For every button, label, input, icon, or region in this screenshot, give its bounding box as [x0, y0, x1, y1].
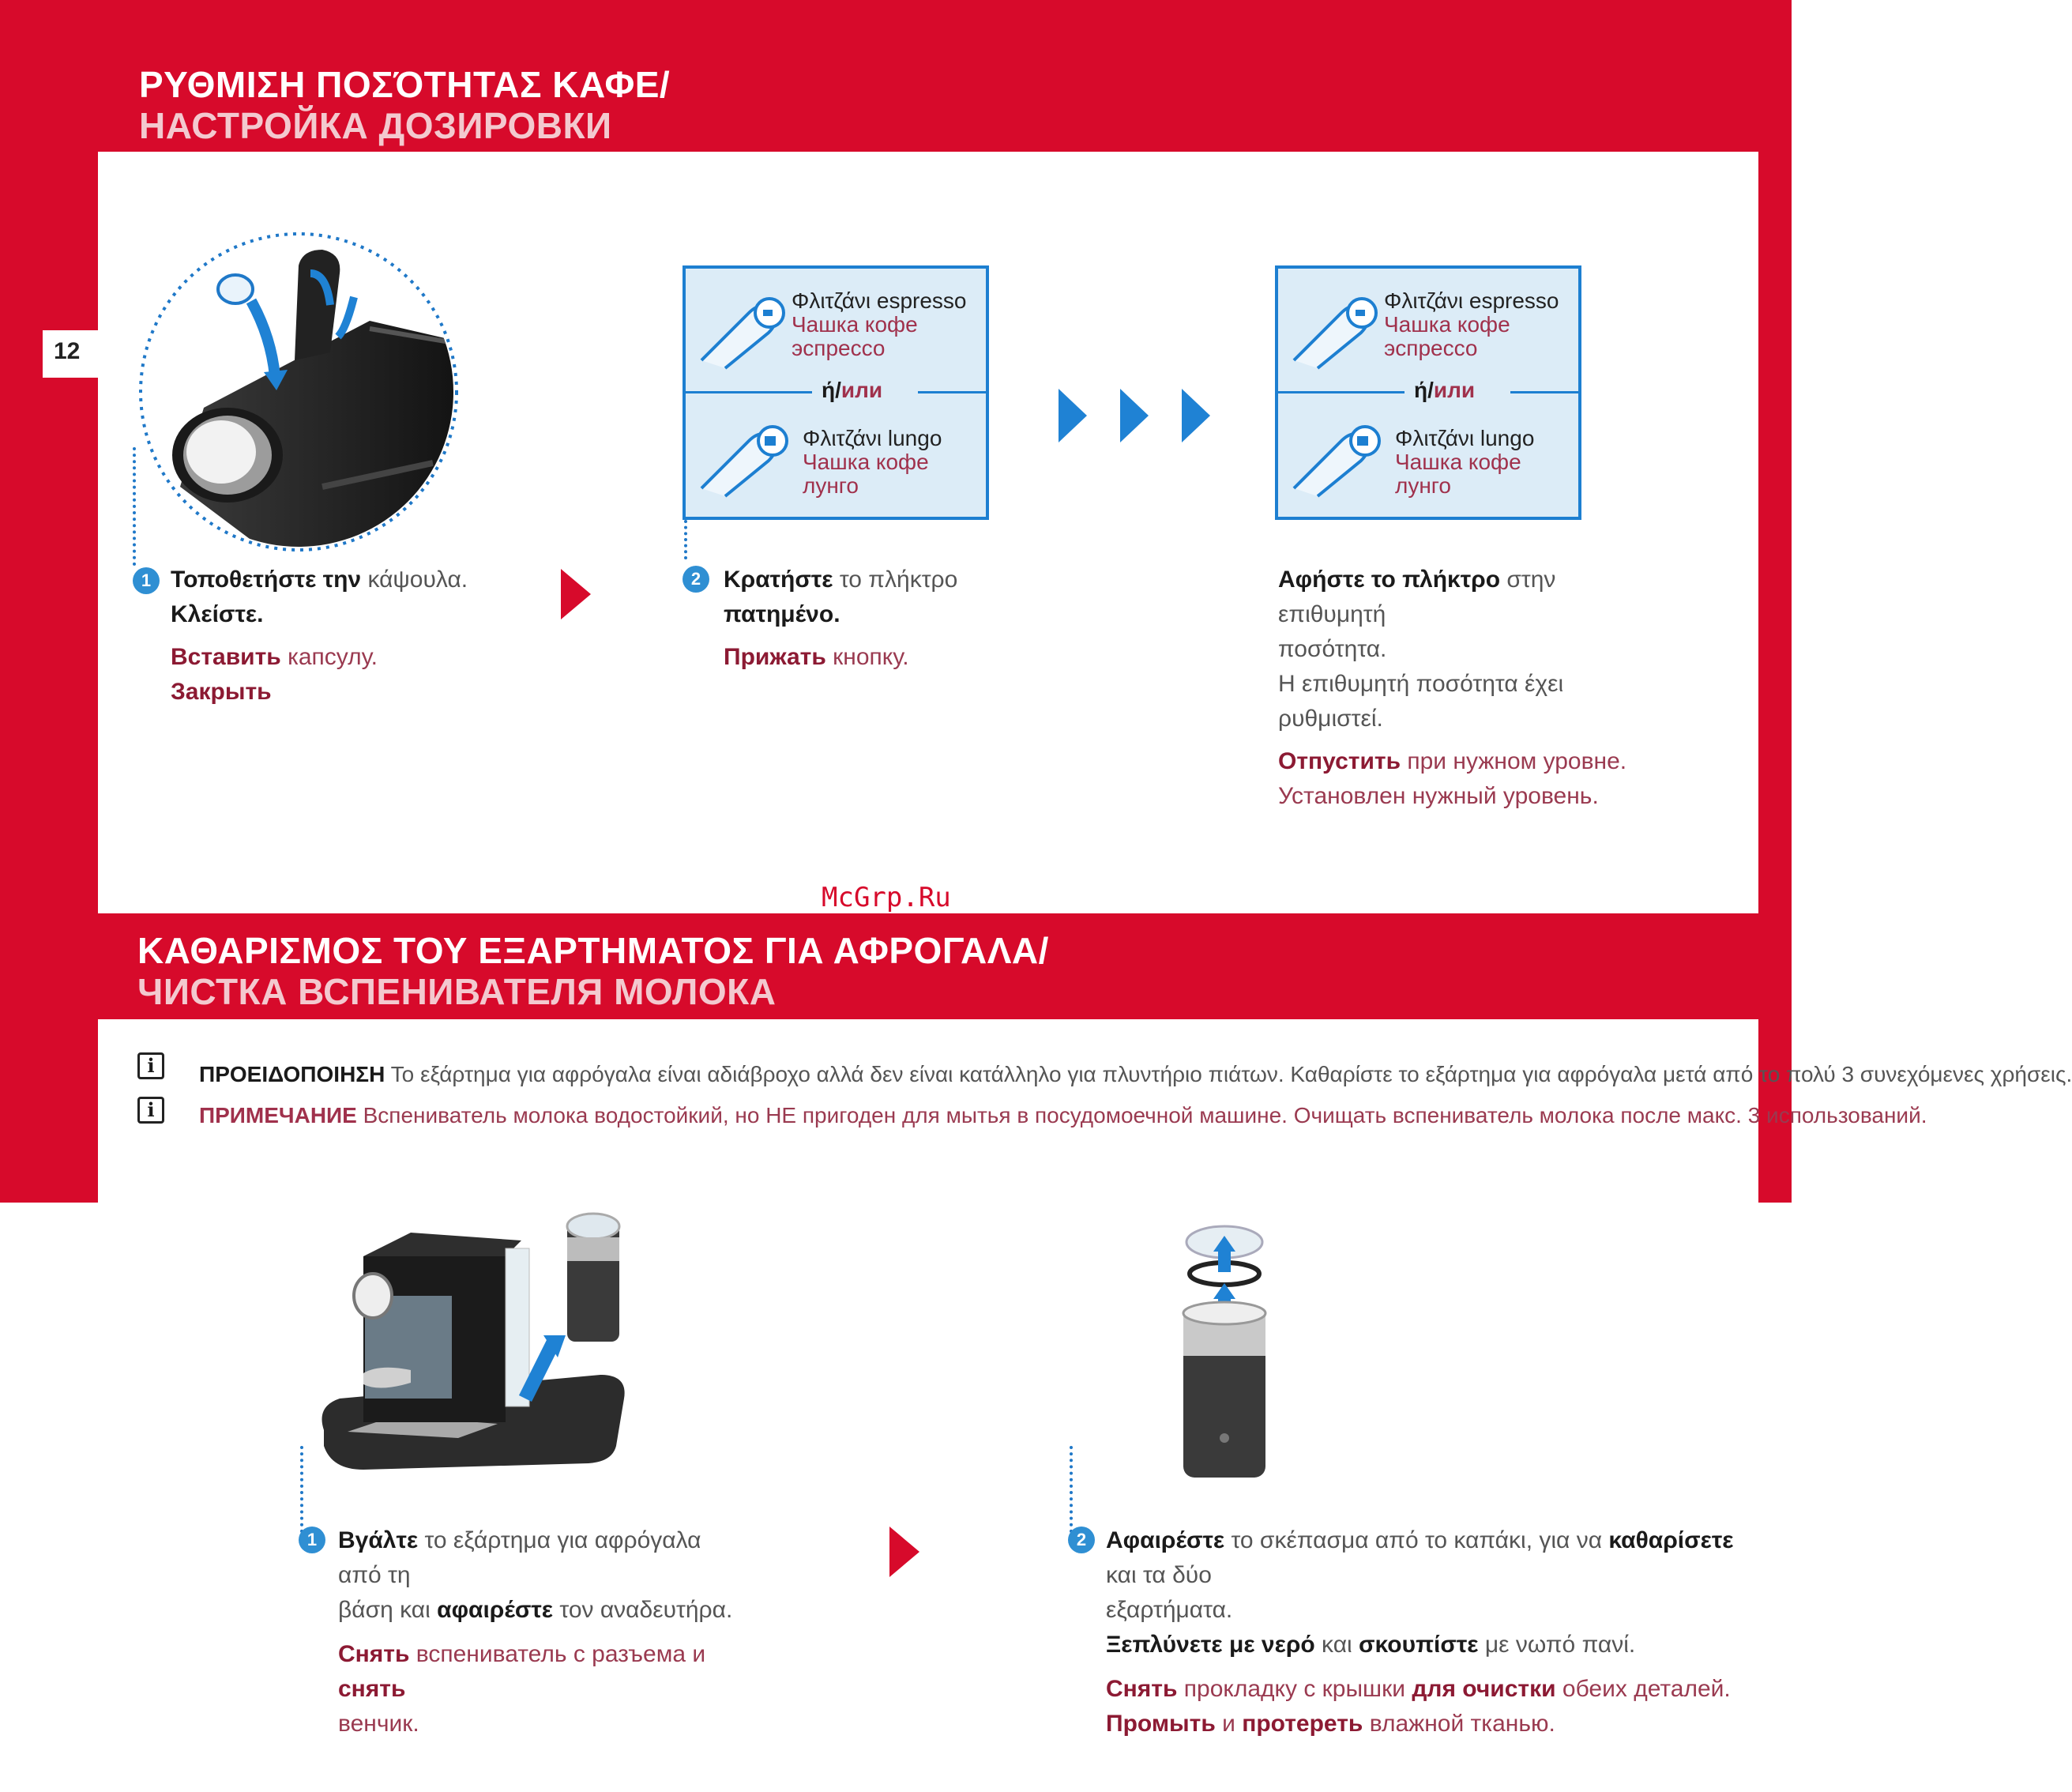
step1-gr-line2: Κλείστε.	[171, 601, 264, 627]
step2b-ru-rest1: прокладку с крышки	[1177, 1676, 1412, 1702]
step1b-gr-line2a: βάση και	[338, 1597, 438, 1623]
section2-title-russian: ЧИСТКА ВСПЕНИВАТЕЛЯ МОЛОКА	[137, 971, 777, 1012]
step2b-gr-mid3: και	[1314, 1632, 1359, 1658]
finger-release-espresso-icon	[1286, 289, 1397, 372]
panel-divider	[686, 391, 812, 393]
step2b-gr-rest1: το σκέπασμα από το καπάκι, για να	[1224, 1527, 1609, 1553]
step1b-badge: 1	[299, 1527, 325, 1553]
step2b-gr-bold2: καθαρίσετε	[1608, 1527, 1734, 1553]
blue-arrow-2	[1120, 389, 1149, 442]
warning-greek	[199, 1059, 2072, 1090]
step1b-ru-bold2: снять	[338, 1676, 406, 1702]
step1b-gr-rest1: το εξάρτημα για αφρόγαλα από τη	[338, 1527, 701, 1588]
step3-gr-rest2: ποσότητα.	[1278, 636, 1387, 662]
step2b-gr-line2: εξαρτήματα.	[1106, 1597, 1233, 1623]
lungo-label-ru: Чашка кофе лунго	[803, 450, 929, 498]
step3-ru-rest: при нужном уровне.	[1401, 748, 1627, 774]
or-label-gr: ή/	[822, 378, 841, 402]
step1-ru-bold: Вставить	[171, 644, 281, 670]
step2-ru-bold: Прижать	[724, 644, 826, 670]
button-panel-press	[683, 265, 989, 520]
step2b-gr-bold1: Αφαιρέστε	[1106, 1527, 1225, 1553]
lungo-label-gr: Φλιτζάνι lungo	[803, 426, 942, 450]
step2b-gr-bold3: Ξεπλύνετε με νερό	[1106, 1632, 1315, 1658]
button-panel-release	[1275, 265, 1581, 520]
step3-gr-rest1: στην επιθυμητή	[1278, 567, 1556, 627]
step2b-gr-rest2: και τα δύο	[1106, 1562, 1212, 1588]
capsule-insert-illustration	[133, 226, 464, 558]
step1b-gr-bold2: αφαιρέστε	[437, 1597, 554, 1623]
watermark: McGrp.Ru	[822, 882, 951, 913]
page-number: 12	[54, 338, 81, 364]
step3-ru-line2: Установлен нужный уровень.	[1278, 783, 1599, 809]
espresso-label-gr-release: Φλιτζάνι espresso	[1384, 288, 1559, 313]
step-arrow-1	[561, 569, 591, 619]
step2b-connector	[1070, 1446, 1073, 1533]
warning-gr-label: ΠΡΟΕΙΔΟΠΟΙΗΣΗ	[199, 1062, 385, 1086]
step2-badge: 2	[683, 566, 709, 593]
or-label	[822, 378, 882, 403]
step1-gr-rest: κάψουλα.	[361, 567, 468, 593]
or-label-release	[1414, 378, 1475, 403]
lungo-label-ru-release: Чашка кофе лунго	[1395, 450, 1521, 498]
step2-connector	[684, 520, 687, 559]
warning-ru-text: Вспениватель молока водостойкий, но НЕ пригоден для мытья в посудомоечной машине. Очищать вспениватель молока после макс. 3 использований.	[356, 1103, 1927, 1128]
or-label-ru: или	[840, 378, 883, 402]
finger-press-lungo-icon	[694, 417, 804, 500]
step1b-gr-line2b: τον αναδευτήρα.	[553, 1597, 733, 1623]
step2b-ru-bold2: для очистки	[1412, 1676, 1556, 1702]
step1-connector	[133, 447, 136, 566]
blue-arrow-3	[1182, 389, 1210, 442]
espresso-label-ru-release: Чашка кофе эспрессо	[1384, 312, 1510, 360]
step1-text	[171, 563, 471, 710]
section1-right-strip	[1758, 152, 1792, 973]
step2b-ru-bold1: Снять	[1106, 1676, 1178, 1702]
panel-divider	[918, 391, 986, 393]
step3-ru-bold: Отпустить	[1278, 748, 1401, 774]
step2b-gr-bold4: σκουπίστε	[1359, 1632, 1479, 1658]
warning-gr-text: Το εξάρτημα για αφρόγαλα είναι αδιάβροχο αλλά δεν είναι κατάλληλο για πλυντήριο πιάτων. Καθαρίστε το εξάρτημα για αφρόγαλα μετά από το πολύ 3 συνεχόμενες χρήσεις.	[385, 1062, 2072, 1086]
panel-divider	[1278, 391, 1405, 393]
warning-russian	[199, 1100, 1927, 1131]
step3-text	[1278, 563, 1657, 814]
lungo-label-release	[1395, 427, 1578, 498]
section2-left-strip	[0, 1019, 98, 1203]
finger-release-lungo-icon	[1286, 417, 1397, 500]
step2b-ru-rest3: влажной тканью.	[1363, 1711, 1555, 1737]
step1b-text	[338, 1523, 749, 1741]
step3-gr-line3: Η επιθυμητή ποσότητα έχει ρυθμιστεί.	[1278, 671, 1564, 732]
panel-divider	[1510, 391, 1578, 393]
step1-ru-rest: капсулу.	[280, 644, 378, 670]
step2b-gr-rest3: με νωπό πανί.	[1478, 1632, 1636, 1658]
or-label-ru-release: или	[1433, 378, 1476, 402]
step2b-ru-mid3: и	[1215, 1711, 1243, 1737]
step2b-ru-bold3: Промыть	[1106, 1711, 1216, 1737]
step1b-connector	[300, 1446, 303, 1533]
step2-gr-bold1: Κρατήστε	[724, 567, 833, 593]
section1-left-strip	[0, 152, 98, 981]
blue-arrow-1	[1059, 389, 1087, 442]
step1-badge: 1	[133, 567, 160, 594]
or-label-gr-release: ή/	[1414, 378, 1434, 402]
section1-title-greek: ΡΥΘΜΙΣΗ ΠΟΣΌΤΗΤΑΣ ΚΑΦΕ/	[139, 64, 671, 105]
step1b-ru-bold1: Снять	[338, 1641, 410, 1667]
step2b-ru-bold4: протереть	[1242, 1711, 1363, 1737]
step1b-gr-bold1: Βγάλτε	[338, 1527, 419, 1553]
step1b-ru-line2: венчик.	[338, 1711, 419, 1737]
info-icon: i	[137, 1052, 164, 1079]
info-icon: i	[137, 1097, 164, 1124]
step2-ru-rest: кнопку.	[825, 644, 909, 670]
espresso-label-gr: Φλιτζάνι espresso	[792, 288, 967, 313]
espresso-label	[792, 289, 986, 360]
coffee-machine-illustration	[316, 1209, 632, 1478]
step2b-badge: 2	[1068, 1527, 1095, 1553]
step2-gr-bold2: πατημένο.	[724, 601, 840, 627]
step1b-ru-rest1: вспениватель с разъема и	[409, 1641, 706, 1667]
milk-frother-illustration	[1169, 1225, 1280, 1485]
espresso-label-release	[1384, 289, 1578, 360]
step1-ru-line2: Закрыть	[171, 679, 272, 705]
step2b-ru-rest2: обеих деталей.	[1555, 1676, 1731, 1702]
step3-gr-bold: Αφήστε το πλήκτρο	[1278, 567, 1501, 593]
warning-ru-label: ПРИМЕЧАНИЕ	[199, 1103, 357, 1128]
espresso-label-ru: Чашка кофе эспрессо	[792, 312, 918, 360]
step-arrow-2	[889, 1527, 919, 1577]
step2-gr-mid: το πλήκτρο	[833, 567, 958, 593]
step2b-text	[1106, 1523, 1754, 1741]
lungo-label-gr-release: Φλιτζάνι lungo	[1395, 426, 1535, 450]
section1-title-russian: НАСТРОЙКА ДОЗИРОВКИ	[139, 105, 612, 146]
lungo-label	[803, 427, 986, 498]
step2-text	[724, 563, 1055, 675]
section2-title-greek: ΚΑΘΑΡΙΣΜΟΣ ΤΟΥ ΕΞΑΡΤΗΜΑΤΟΣ ΓΙΑ ΑΦΡΟΓΑΛΑ/	[137, 930, 1049, 971]
step1-gr-bold: Τοποθετήστε την	[171, 567, 362, 593]
finger-press-espresso-icon	[694, 289, 804, 372]
